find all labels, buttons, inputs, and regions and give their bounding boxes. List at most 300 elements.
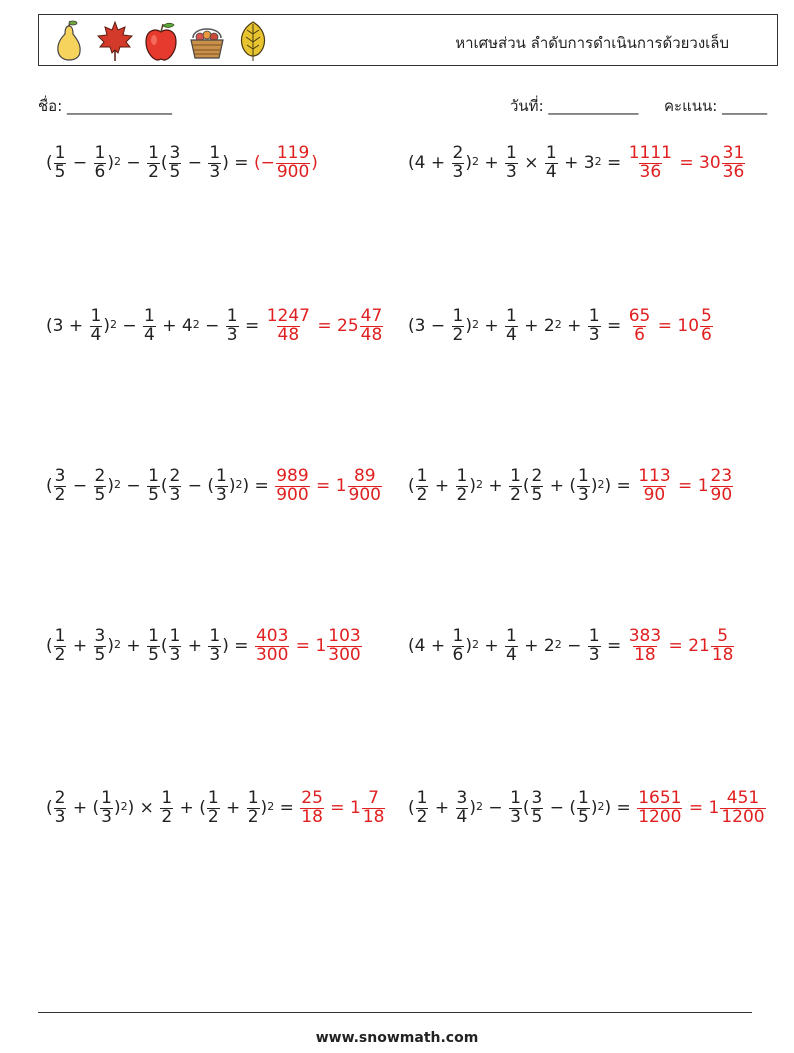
fraction — [90, 308, 103, 345]
basket-icon — [187, 20, 227, 62]
denominator: 2 — [452, 324, 464, 345]
numerator: 2 — [54, 788, 66, 808]
answer-text: = 10 — [652, 316, 700, 337]
fraction — [416, 468, 429, 505]
apple-icon — [141, 20, 181, 62]
expression-text: = — [601, 316, 627, 337]
expression-text: ) — [465, 636, 472, 657]
denominator: 2 — [207, 806, 219, 827]
numerator: 3 — [531, 788, 543, 808]
exponent: 2 — [554, 317, 562, 331]
numerator: 1 — [209, 626, 221, 646]
numerator: 1 — [169, 626, 181, 646]
date-field-label: วันที่: ____________ — [510, 97, 639, 115]
answer-text: = 30 — [673, 153, 721, 174]
exponent: 2 — [594, 154, 602, 168]
numerator: 383 — [628, 626, 662, 646]
numerator: 47 — [360, 306, 383, 326]
expression-text: + — [220, 798, 246, 819]
fraction — [509, 468, 522, 505]
expression-text: ) — [465, 153, 472, 174]
numerator: 1 — [416, 466, 428, 486]
expression-text: + 3 — [558, 153, 595, 174]
numerator: 1 — [101, 788, 112, 808]
exponent: 2 — [471, 317, 479, 331]
worksheet-title: หาเศษส่วน ลำดับการดำเนินการด้วยวงเล็บ — [455, 34, 729, 52]
problem-answer — [254, 145, 318, 182]
denominator: 3 — [452, 161, 464, 182]
numerator: 3 — [94, 626, 106, 646]
denominator: 18 — [362, 806, 385, 827]
denominator: 3 — [588, 644, 600, 665]
expression-text: ( — [46, 153, 53, 174]
exponent: 2 — [597, 799, 605, 813]
denominator: 5 — [94, 644, 106, 665]
denominator: 4 — [90, 324, 102, 345]
fraction — [452, 628, 465, 665]
exponent: 2 — [114, 477, 121, 491]
fraction — [208, 145, 221, 182]
denominator: 36 — [722, 161, 745, 182]
numerator: 2 — [531, 466, 543, 486]
problem-expression — [46, 308, 265, 345]
fraction — [147, 145, 160, 182]
expression-text: + — [478, 153, 505, 174]
fraction — [54, 468, 67, 505]
expression-text: ( — [160, 636, 168, 657]
expression-text: ) — [228, 476, 236, 497]
expression-text: ) — [107, 153, 114, 174]
denominator: 36 — [639, 161, 662, 182]
problem-answer — [274, 468, 383, 505]
denominator: 3 — [209, 644, 221, 665]
problem-expression — [408, 145, 627, 182]
answer-fraction — [327, 628, 361, 665]
answer-fraction — [711, 628, 735, 665]
fraction — [456, 790, 469, 827]
fraction — [54, 790, 67, 827]
answer-text: = 1 — [324, 798, 361, 819]
answer-fraction — [637, 468, 671, 505]
exponent: 2 — [120, 799, 128, 813]
expression-text: ) — [103, 316, 110, 337]
answer-fraction — [360, 308, 384, 345]
expression-text: ) — [590, 798, 598, 819]
expression-text: (4 + — [408, 636, 451, 657]
problem-7 — [46, 628, 363, 665]
expression-text: ) — [107, 636, 114, 657]
expression-text: + 4 — [156, 316, 193, 337]
numerator: 5 — [717, 626, 729, 646]
answer-fraction — [628, 628, 662, 665]
denominator: 48 — [277, 324, 300, 345]
expression-text: (3 − — [408, 316, 451, 337]
numerator: 1 — [94, 143, 106, 163]
denominator: 2 — [54, 484, 66, 505]
numerator: 7 — [368, 788, 379, 808]
expression-text: ( — [160, 476, 168, 497]
denominator: 4 — [456, 806, 468, 827]
exponent: 2 — [267, 799, 275, 813]
numerator: 2 — [169, 466, 181, 486]
denominator: 2 — [247, 806, 259, 827]
expression-text: (4 + — [408, 153, 451, 174]
fraction — [169, 628, 182, 665]
denominator: 48 — [360, 324, 383, 345]
expression-text: ( — [46, 636, 53, 657]
problem-expression — [408, 628, 627, 665]
numerator: 1 — [226, 306, 238, 326]
numerator: 1 — [506, 143, 517, 163]
problem-expression — [46, 468, 274, 505]
problem-5 — [46, 468, 383, 505]
denominator: 3 — [216, 484, 227, 505]
fraction — [215, 468, 228, 505]
fraction — [169, 468, 182, 505]
expression-text: + — [483, 476, 509, 497]
denominator: 3 — [169, 484, 181, 505]
expression-text: ) = — [604, 798, 637, 819]
expression-text: + — [121, 636, 147, 657]
fraction — [147, 628, 160, 665]
numerator: 1 — [456, 466, 468, 486]
answer-text: = 1 — [683, 798, 720, 819]
answer-text: = 1 — [672, 476, 709, 497]
problem-answer — [299, 790, 386, 827]
expression-text: ) = — [222, 636, 254, 657]
expression-text: − — [121, 153, 147, 174]
denominator: 18 — [634, 644, 656, 665]
score-field-label: คะแนน: ______ — [664, 97, 768, 115]
problem-expression — [46, 628, 254, 665]
answer-fraction — [720, 790, 765, 827]
numerator: 1 — [506, 626, 517, 646]
denominator: 6 — [634, 324, 645, 345]
exponent: 2 — [476, 477, 483, 491]
denominator: 3 — [169, 644, 181, 665]
expression-text: + — [182, 636, 208, 657]
footer-url: www.snowmath.com — [315, 1030, 479, 1046]
expression-text: ) — [260, 798, 268, 819]
name-field-label: ชื่อ: ______________ — [38, 97, 173, 115]
expression-text: + — [561, 316, 587, 337]
expression-text: + — [478, 636, 505, 657]
numerator: 1 — [578, 466, 589, 486]
expression-text: − — [67, 153, 93, 174]
fraction — [169, 145, 182, 182]
expression-text: ) × — [127, 798, 160, 819]
expression-text: − — [561, 636, 587, 657]
exponent: 2 — [597, 477, 605, 491]
exponent: 2 — [554, 637, 562, 651]
answer-fraction — [637, 790, 682, 827]
numerator: 1 — [510, 466, 521, 486]
expression-text: = — [601, 636, 627, 657]
denominator: 3 — [54, 806, 66, 827]
denominator: 1200 — [721, 806, 765, 827]
denominator: 2 — [416, 484, 428, 505]
numerator: 1 — [54, 143, 66, 163]
problem-expression — [408, 308, 627, 345]
numerator: 3 — [456, 788, 468, 808]
numerator: 1651 — [638, 788, 682, 808]
numerator: 1 — [247, 788, 259, 808]
expression-text: ) — [113, 798, 121, 819]
answer-fraction — [362, 790, 386, 827]
denominator: 18 — [301, 806, 323, 827]
numerator: 1 — [207, 788, 219, 808]
fraction — [207, 790, 220, 827]
numerator: 1 — [452, 306, 464, 326]
denominator: 4 — [545, 161, 557, 182]
problem-answer — [636, 790, 766, 827]
expression-text: ( — [522, 798, 530, 819]
answer-text: = 1 — [310, 476, 347, 497]
problem-answer — [627, 308, 714, 345]
denominator: 3 — [510, 806, 521, 827]
expression-text: − — [121, 476, 147, 497]
denominator: 5 — [54, 161, 66, 182]
answer-text: = 1 — [290, 636, 327, 657]
numerator: 3 — [54, 466, 66, 486]
numerator: 1 — [510, 788, 521, 808]
answer-text: = 21 — [663, 636, 710, 657]
numerator: 1247 — [266, 306, 310, 326]
numerator: 31 — [722, 143, 745, 163]
denominator: 5 — [531, 484, 543, 505]
numerator: 1 — [506, 306, 517, 326]
denominator: 2 — [161, 806, 173, 827]
denominator: 5 — [169, 161, 181, 182]
denominator: 3 — [506, 161, 517, 182]
problem-expression — [46, 145, 254, 182]
numerator: 103 — [328, 626, 361, 646]
footer-divider — [38, 1012, 752, 1013]
problem-4 — [408, 308, 714, 345]
numerator: 1 — [588, 626, 600, 646]
denominator: 300 — [328, 644, 361, 665]
denominator: 3 — [588, 324, 600, 345]
fraction — [577, 790, 590, 827]
expression-text: + — [429, 798, 455, 819]
numerator: 403 — [255, 626, 289, 646]
expression-text: + 2 — [518, 316, 555, 337]
exponent: 2 — [471, 637, 479, 651]
fraction — [160, 790, 173, 827]
header-box — [38, 14, 778, 66]
fraction — [54, 145, 67, 182]
denominator: 3 — [226, 324, 238, 345]
expression-text: ) = — [604, 476, 637, 497]
expression-text: × — [518, 153, 544, 174]
denominator: 6 — [452, 644, 464, 665]
expression-text: ) = — [222, 153, 254, 174]
numerator: 25 — [301, 788, 323, 808]
expression-text: = — [601, 153, 627, 174]
problem-answer — [636, 468, 734, 505]
problem-expression — [408, 468, 636, 505]
answer-text: (− — [253, 153, 275, 174]
fraction — [577, 468, 590, 505]
fraction — [100, 790, 113, 827]
fraction — [456, 468, 469, 505]
expression-text: + — [478, 316, 505, 337]
problem-10 — [408, 790, 767, 827]
denominator: 5 — [148, 484, 159, 505]
answer-fraction — [700, 308, 713, 345]
denominator: 2 — [456, 484, 468, 505]
leaf-icon — [233, 20, 273, 62]
fraction — [147, 468, 160, 505]
numerator: 65 — [628, 306, 651, 326]
expression-text: = — [239, 316, 265, 337]
problem-2 — [408, 145, 746, 182]
denominator: 6 — [701, 324, 712, 345]
denominator: 5 — [578, 806, 589, 827]
problem-expression — [408, 790, 636, 827]
numerator: 1 — [148, 626, 159, 646]
fraction — [588, 308, 601, 345]
numerator: 1 — [90, 306, 102, 326]
problem-answer — [627, 628, 736, 665]
fraction — [531, 468, 544, 505]
fraction — [247, 790, 260, 827]
denominator: 4 — [506, 644, 517, 665]
expression-text: + ( — [174, 798, 206, 819]
numerator: 1 — [161, 788, 173, 808]
expression-text: ( — [408, 476, 415, 497]
maple-leaf-icon — [95, 20, 135, 62]
expression-text: = — [274, 798, 300, 819]
answer-fraction — [628, 145, 673, 182]
numerator: 451 — [726, 788, 760, 808]
denominator: 5 — [531, 806, 543, 827]
answer-fraction — [348, 468, 382, 505]
expression-text: − — [199, 316, 225, 337]
numerator: 1 — [588, 306, 600, 326]
expression-text: + ( — [544, 476, 577, 497]
expression-text: − — [483, 798, 509, 819]
exponent: 2 — [471, 154, 479, 168]
denominator: 3 — [101, 806, 112, 827]
fraction — [452, 145, 465, 182]
denominator: 5 — [148, 644, 159, 665]
numerator: 1 — [209, 143, 221, 163]
fraction — [226, 308, 239, 345]
expression-text: − — [182, 153, 208, 174]
numerator: 1 — [578, 788, 589, 808]
denominator: 300 — [255, 644, 289, 665]
problem-6 — [408, 468, 734, 505]
answer-fraction — [300, 790, 324, 827]
problem-answer — [265, 308, 385, 345]
expression-text: + ( — [67, 798, 100, 819]
denominator: 2 — [416, 806, 428, 827]
numerator: 23 — [710, 466, 733, 486]
expression-text: ) — [107, 476, 114, 497]
numerator: 113 — [638, 466, 671, 486]
denominator: 4 — [144, 324, 155, 345]
denominator: 900 — [348, 484, 381, 505]
expression-text: + — [429, 476, 455, 497]
fraction — [531, 790, 544, 827]
expression-text: ) — [465, 316, 472, 337]
expression-text: − — [116, 316, 143, 337]
denominator: 5 — [94, 484, 106, 505]
exponent: 2 — [114, 637, 121, 651]
exponent: 2 — [114, 154, 121, 168]
fraction — [54, 628, 67, 665]
denominator: 2 — [54, 644, 66, 665]
denominator: 4 — [506, 324, 517, 345]
fraction — [416, 790, 429, 827]
expression-text: ) — [469, 476, 476, 497]
denominator: 90 — [710, 484, 733, 505]
fraction — [545, 145, 558, 182]
answer-fraction — [276, 145, 310, 182]
answer-fraction — [275, 468, 309, 505]
problem-answer — [627, 145, 747, 182]
problem-1 — [46, 145, 318, 182]
icon-row — [49, 19, 273, 63]
expression-text: (3 + — [46, 316, 89, 337]
pear-icon — [49, 20, 89, 62]
fraction — [505, 628, 518, 665]
fraction — [143, 308, 156, 345]
numerator: 1 — [416, 788, 428, 808]
answer-fraction — [255, 628, 289, 665]
denominator: 3 — [578, 484, 589, 505]
numerator: 1 — [54, 626, 66, 646]
denominator: 6 — [94, 161, 106, 182]
numerator: 1 — [545, 143, 557, 163]
denominator: 90 — [643, 484, 666, 505]
fraction — [505, 308, 518, 345]
denominator: 18 — [711, 644, 734, 665]
denominator: 2 — [510, 484, 521, 505]
problem-8 — [408, 628, 735, 665]
expression-text: ) — [590, 476, 598, 497]
exponent: 2 — [109, 317, 117, 331]
answer-fraction — [722, 145, 746, 182]
expression-text: ( — [522, 476, 530, 497]
expression-text: − ( — [544, 798, 577, 819]
expression-text: ( — [46, 798, 53, 819]
expression-text: ) = — [242, 476, 275, 497]
numerator: 2 — [94, 466, 106, 486]
answer-fraction — [628, 308, 652, 345]
denominator: 900 — [276, 484, 309, 505]
problem-9 — [46, 790, 386, 827]
fraction — [509, 790, 522, 827]
numerator: 1 — [148, 466, 159, 486]
expression-text: − — [67, 476, 93, 497]
numerator: 1 — [452, 626, 464, 646]
expression-text: − ( — [182, 476, 215, 497]
numerator: 119 — [276, 143, 310, 163]
expression-text: ) — [469, 798, 476, 819]
numerator: 1111 — [628, 143, 672, 163]
fraction — [208, 628, 221, 665]
fraction — [94, 145, 107, 182]
exponent: 2 — [192, 317, 200, 331]
expression-text: ( — [46, 476, 53, 497]
fraction — [94, 468, 107, 505]
numerator: 2 — [452, 143, 464, 163]
numerator: 3 — [169, 143, 181, 163]
problem-3 — [46, 308, 384, 345]
fraction — [94, 628, 107, 665]
